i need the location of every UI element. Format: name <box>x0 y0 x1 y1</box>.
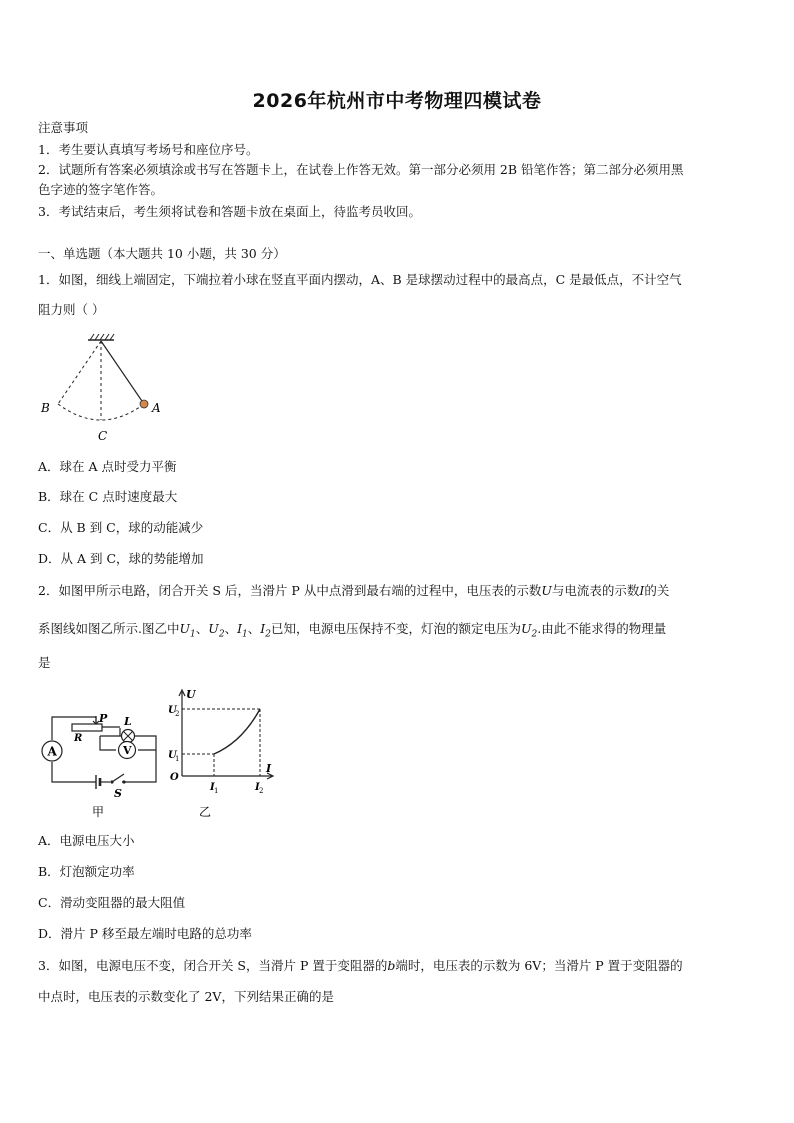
ball <box>140 400 148 408</box>
math-u2-rated: $U_2$ <box>520 621 538 640</box>
u2-label <box>168 705 179 718</box>
svg-text:1: 1 <box>175 755 180 763</box>
i-axis-label: I <box>266 762 272 775</box>
notice-item-1: 1．考生要认真填写考场号和座位序号。 <box>38 142 259 157</box>
i2-label <box>254 782 263 795</box>
label-r: R <box>74 733 83 744</box>
label-s: S <box>114 787 122 800</box>
notice-heading: 注意事项 <box>38 120 89 135</box>
voltmeter-label: V <box>123 744 132 757</box>
math-u2: $U_2$ <box>208 621 225 640</box>
ammeter-label: A <box>47 744 57 759</box>
notice-item-2-cont: 色字迹的签字笔作答。 <box>38 182 164 197</box>
swing-arc <box>58 404 144 420</box>
q1-option-b[interactable]: B．球在 C 点时速度最大 <box>38 489 178 504</box>
q2-text-1b: 与电流表的示数 <box>551 583 640 598</box>
u1-label <box>168 750 179 763</box>
q2-stem-line1 <box>38 581 758 601</box>
string-to-b <box>58 341 101 404</box>
u-axis-label: U <box>186 688 196 701</box>
q2-option-c[interactable]: C．滑动变阻器的最大阻值 <box>38 895 186 910</box>
origin-label: O <box>170 772 179 783</box>
math-b: b <box>387 958 396 973</box>
q3-stem-line1: 3．如图，电源电压不变，闭合开关 S，当滑片 P 置于变阻器的b端时，电压表的示数为 6V；当滑片 P 置于变阻器的 <box>38 958 683 973</box>
battery <box>96 775 110 789</box>
q2-stem-line2: 系图线如图乙所示.图乙中$U_1$、$U_2$、$I_1$、$I_2$已知，电源电压保持不变，灯泡的额定电压为$U_2$.由此不能求得的物理量 <box>38 621 667 640</box>
circuit-diagram <box>38 712 160 820</box>
caption-yi: 乙 <box>199 805 212 819</box>
page-title: 2026年杭州市中考物理四模试卷 <box>252 90 542 112</box>
i1-label <box>209 782 218 795</box>
svg-text:2: 2 <box>175 710 180 718</box>
svg-text:I: I <box>255 782 260 793</box>
label-p: P <box>99 712 108 725</box>
caption-jia: 甲 <box>92 805 105 819</box>
q2-text-2a: 系图线如图乙所示.图乙中 <box>38 621 180 636</box>
math-i1: $I_1$ <box>237 621 248 640</box>
label-a: A <box>152 401 161 415</box>
notice-item-3: 3．考试结束后，考生须将试卷和答题卡放在桌面上，待监考员收回。 <box>38 204 421 219</box>
q2-option-b[interactable]: B．灯泡额定功率 <box>38 864 135 879</box>
q1-option-a[interactable]: A．球在 A 点时受力平衡 <box>38 459 177 474</box>
rheostat <box>72 724 102 731</box>
label-b: B <box>41 401 50 415</box>
pendulum-figure <box>38 332 168 444</box>
label-l: L <box>124 715 132 728</box>
q2-text-1a: 2．如图甲所示电路，闭合开关 S 后，当滑片 P 从中点滑到最右端的过程中，电压表的示数 <box>38 583 542 598</box>
svg-text:U: U <box>168 750 177 761</box>
q2-text-1c: 的关 <box>644 583 670 598</box>
q1-stem-line1: 1．如图，细线上端固定，下端拉着小球在竖直平面内摆动，A、B 是球摆动过程中的最高点，C 是最低点，不计空气 <box>38 272 682 287</box>
svg-text:U: U <box>168 705 177 716</box>
q1-option-d[interactable]: D．从 A 到 C，球的势能增加 <box>38 551 204 566</box>
ceiling-hatch <box>88 334 114 340</box>
label-c: C <box>98 429 108 443</box>
math-i2: $I_2$ <box>260 621 271 640</box>
q2-stem-line3: 是 <box>38 655 51 670</box>
q2-text-2c: .由此不能求得的物理量 <box>537 621 667 636</box>
math-u1: $U_1$ <box>179 621 196 640</box>
q3-stem-line2: 中点时，电压表的示数变化了 2V，下列结果正确的是 <box>38 989 334 1004</box>
svg-text:1: 1 <box>214 787 219 795</box>
section-heading: 一、单选题（本大题共 10 小题，共 30 分） <box>38 246 286 261</box>
q2-text-2b: 已知，电源电压保持不变，灯泡的额定电压为 <box>270 621 521 636</box>
svg-text:I: I <box>210 782 215 793</box>
notice-item-2: 2．试题所有答案必须填涂或书写在答题卡上，在试卷上作答无效。第一部分必须用 2B 铅笔作答；第二部分必须用黑 <box>38 162 684 177</box>
q2-option-a[interactable]: A．电源电压大小 <box>38 833 135 848</box>
svg-text:2: 2 <box>259 787 264 795</box>
q1-option-c[interactable]: C．从 B 到 C，球的动能减少 <box>38 520 204 535</box>
q2-option-d[interactable]: D．滑片 P 移至最左端时电路的总功率 <box>38 926 252 941</box>
ui-curve <box>214 709 260 754</box>
switch <box>110 774 125 784</box>
q1-stem-line2: 阻力则（ ） <box>38 302 105 317</box>
string-to-a <box>101 341 144 404</box>
math-i: I <box>639 583 645 598</box>
math-u: U <box>541 583 552 598</box>
ui-graph <box>160 686 280 820</box>
